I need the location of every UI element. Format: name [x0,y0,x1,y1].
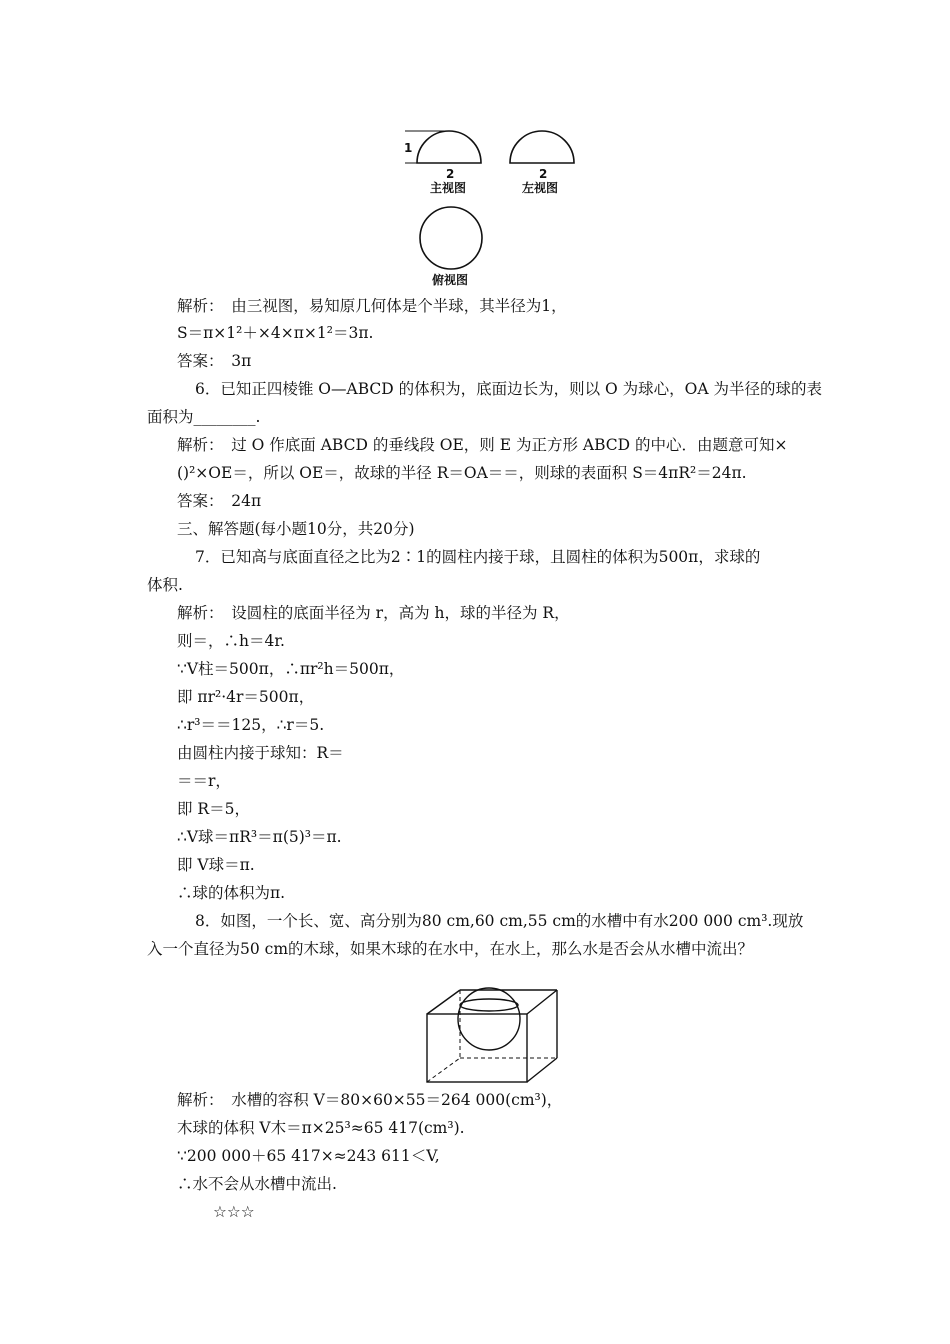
q6-question-line1: 6．已知正四棱锥 O—ABCD 的体积为，底面边长为，则以 O 为球心，OA 为半径的球的表 [195,380,822,398]
q7-solution-line: 则＝，∴h＝4r. [177,632,285,650]
q7-solution-line: ＝＝r， [177,772,231,790]
q8-solution-line: 木球的体积 V木＝π×25³≈65 417(cm³). [177,1119,465,1137]
q7-solution-line: ∵V柱＝500π，∴πr²h＝500π， [177,660,405,678]
q8-solution-line: 解析： 水槽的容积 V＝80×60×55＝264 000(cm³)， [177,1091,563,1109]
q8-question-line1: 8．如图，一个长、宽、高分别为80 cm,60 cm,55 cm的水槽中有水200 000 cm³.现放 [195,912,804,930]
q5-solution-line1: 解析： 由三视图，易知原几何体是个半球，其半径为1， [177,297,567,315]
q5-answer: 答案： 3π [177,352,252,370]
ball-waterline [460,999,518,1011]
q6-solution-line1: 解析： 过 O 作底面 ABCD 的垂线段 OE，则 E 为正方形 ABCD 的中心．由题意可知× [177,436,788,454]
front-view-caption: 主视图 [430,181,467,195]
side-view-semicircle [510,131,574,163]
q8-solution-line: ∴水不会从水槽中流出. [177,1175,337,1193]
q7-solution-line: ∴球的体积为π. [177,884,286,902]
q5-solution-line2: S＝π×1²＋×4×π×1²＝3π. [177,324,374,342]
front-width-label: 2 [446,167,455,181]
q7-solution-line: 由圆柱内接于球知：R＝ [177,744,344,762]
q7-solution-line: 解析： 设圆柱的底面半径为 r，高为 h，球的半径为 R， [177,604,570,622]
wooden-ball [458,988,520,1050]
top-view-caption: 俯视图 [432,273,469,287]
side-view-caption: 左视图 [522,181,559,195]
q7-question-line1: 7．已知高与底面直径之比为2∶1的圆柱内接于球，且圆柱的体积为500π，求球的 [195,548,761,566]
front-height-label: 1 [404,141,413,155]
q6-question-line2: 面积为________. [147,408,261,426]
stars-separator: ☆☆☆ [213,1203,255,1221]
front-view-semicircle [417,131,481,163]
side-width-label: 2 [539,167,548,181]
three-views-figure [0,0,950,300]
q8-question-line2: 入一个直径为50 cm的木球，如果木球的在水中，在水上，那么水是否会从水槽中流出？ [147,940,754,958]
q7-solution-line: ∴V球＝πR³＝π(5)³＝π. [177,828,342,846]
top-view-circle [420,207,482,269]
q7-solution-line: 即 V球＝π. [177,856,255,874]
q8-solution-line: ∵200 000＋65 417×≈243 611＜V, [177,1147,440,1165]
section-heading: 三、解答题(每小题10分，共20分) [177,520,415,538]
water-tank-figure [0,975,950,1105]
q7-solution-line: ∴r³＝＝125，∴r＝5. [177,716,325,734]
q7-question-line2: 体积. [147,576,183,594]
q7-solution-line: 即 R＝5， [177,800,250,818]
q6-answer: 答案： 24π [177,492,262,510]
q7-solution-line: 即 πr²·4r＝500π， [177,688,315,706]
q6-solution-line2: ()²×OE＝，所以 OE＝，故球的半径 R＝OA＝＝，则球的表面积 S＝4πR²＝24π. [177,464,747,482]
